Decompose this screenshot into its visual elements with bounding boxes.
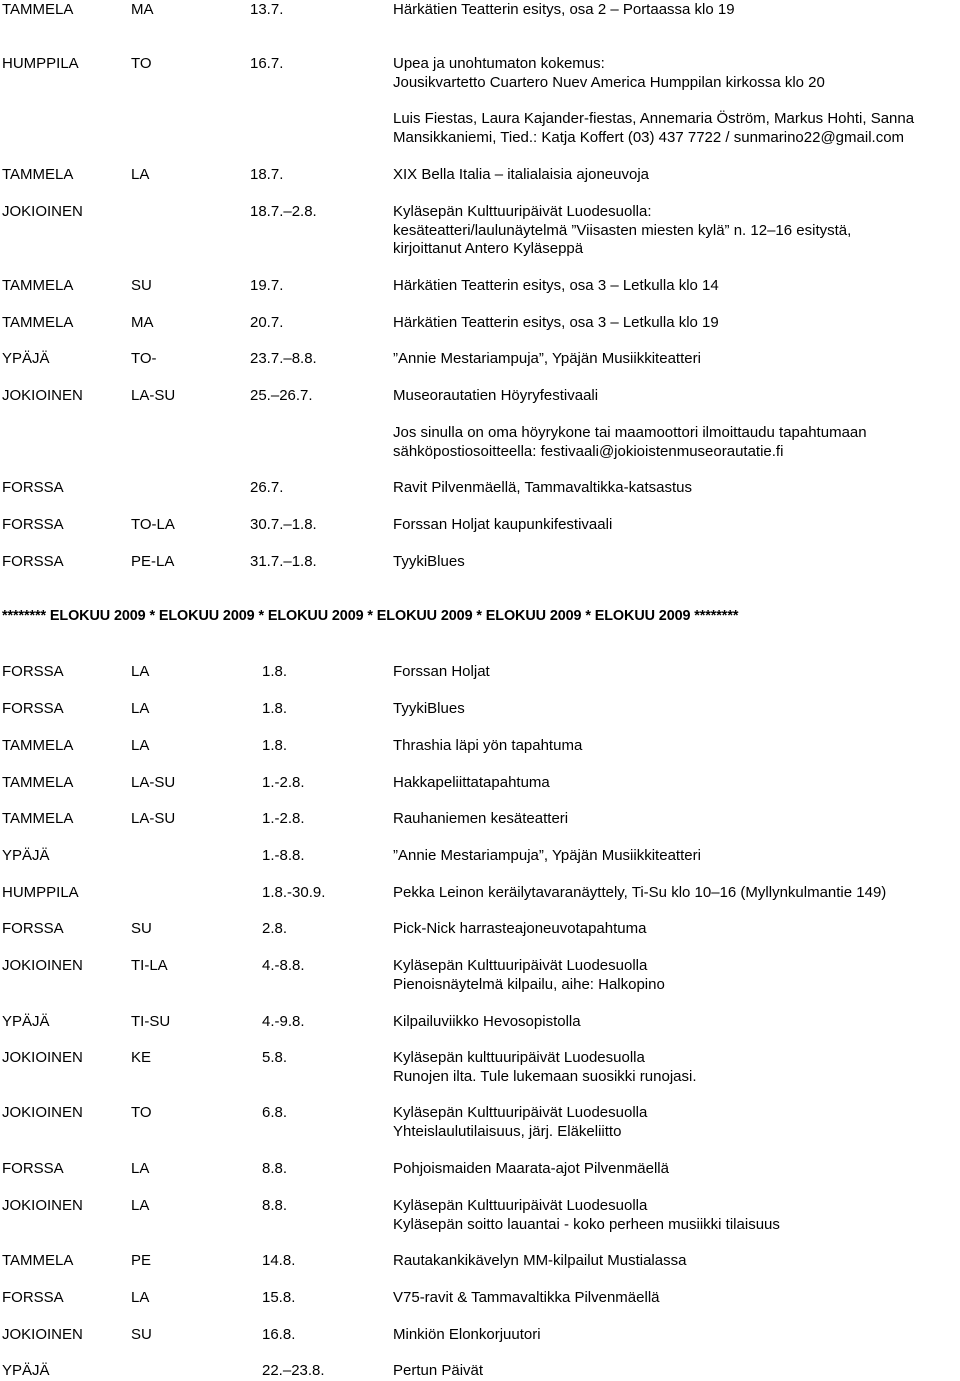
event-date: 16.7.	[250, 55, 284, 72]
event-row	[0, 883, 960, 903]
event-description: Pekka Leinon keräilytavaranäyttely, Ti-Su klo 10–16 (Myllynkulmantie 149)	[393, 884, 887, 901]
event-row	[0, 1048, 960, 1068]
event-place: JOKIOINEN	[2, 1197, 83, 1214]
event-place: TAMMELA	[2, 810, 74, 827]
event-place: TAMMELA	[2, 737, 74, 754]
event-place: TAMMELA	[2, 166, 74, 183]
event-date: 26.7.	[250, 479, 284, 496]
event-place: JOKIOINEN	[2, 387, 83, 404]
event-place: FORSSA	[2, 1160, 64, 1177]
event-row	[0, 478, 960, 498]
event-description: Kyläsepän kulttuuripäivät Luodesuolla	[393, 1049, 645, 1066]
event-weekday: TO-LA	[131, 516, 175, 533]
event-place: FORSSA	[2, 920, 64, 937]
event-row	[0, 202, 960, 222]
event-row	[0, 1361, 960, 1381]
event-row	[0, 0, 960, 20]
event-place: JOKIOINEN	[2, 203, 83, 220]
event-description: Upea ja unohtumaton kokemus:	[393, 55, 605, 72]
event-date: 15.8.	[262, 1289, 296, 1306]
event-row	[0, 1159, 960, 1179]
event-date: 30.7.–1.8.	[250, 516, 317, 533]
event-detail-line: Runojen ilta. Tule lukemaan suosikki runojasi.	[393, 1068, 697, 1085]
event-description: Forssan Holjat kaupunkifestivaali	[393, 516, 613, 533]
event-detail-line: Jos sinulla on oma höyrykone tai maamoottori ilmoittaudu tapahtumaan	[393, 424, 867, 441]
event-detail-line: Jousikvartetto Cuartero Nuev America Humppilan kirkossa klo 20	[393, 74, 825, 91]
event-place: FORSSA	[2, 553, 64, 570]
event-date: 31.7.–1.8.	[250, 553, 317, 570]
event-place: YPÄJÄ	[2, 1362, 50, 1379]
event-row	[0, 349, 960, 369]
event-place: TAMMELA	[2, 774, 74, 791]
event-place: FORSSA	[2, 479, 64, 496]
event-row	[0, 956, 960, 976]
event-place: HUMPPILA	[2, 884, 79, 901]
event-place: FORSSA	[2, 1289, 64, 1306]
event-row	[0, 1251, 960, 1271]
event-detail-line: Pienoisnäytelmä kilpailu, aihe: Halkopino	[393, 976, 665, 993]
event-date: 1.8.	[262, 700, 288, 717]
event-description: Kyläsepän Kulttuuripäivät Luodesuolla	[393, 1104, 648, 1121]
event-detail-line: Kyläsepän soitto lauantai - koko perheen musiikki tilaisuus	[393, 1216, 780, 1233]
event-row	[0, 662, 960, 682]
month-banner-august: ******** ELOKUU 2009 * ELOKUU 2009 * ELOKUU 2009 * ELOKUU 2009 * ELOKUU 2009 * ELOKUU 2009 ********	[2, 608, 739, 624]
event-weekday: LA	[131, 700, 150, 717]
event-date: 19.7.	[250, 277, 284, 294]
event-description: Forssan Holjat	[393, 663, 490, 680]
event-place: TAMMELA	[2, 277, 74, 294]
event-weekday: LA-SU	[131, 810, 176, 827]
event-weekday: TI-LA	[131, 957, 168, 974]
event-description: Thrashia läpi yön tapahtuma	[393, 737, 583, 754]
event-date: 4.-8.8.	[262, 957, 305, 974]
event-detail-line: Luis Fiestas, Laura Kajander-fiestas, Annemaria Öström, Markus Hohti, Sanna	[393, 110, 915, 127]
event-row	[0, 1288, 960, 1308]
event-description: TyykiBlues	[393, 553, 465, 570]
event-description: Pick-Nick harrasteajoneuvotapahtuma	[393, 920, 647, 937]
event-date: 1.8.-30.9.	[262, 884, 326, 901]
event-date: 1.8.	[262, 663, 288, 680]
event-description: V75-ravit & Tammavaltikka Pilvenmäellä	[393, 1289, 660, 1306]
event-row	[0, 736, 960, 756]
event-weekday: KE	[131, 1049, 152, 1066]
event-date: 16.8.	[262, 1326, 296, 1343]
event-row	[0, 809, 960, 829]
event-description: Kyläsepän Kulttuuripäivät Luodesuolla	[393, 1197, 648, 1214]
event-weekday: PE-LA	[131, 553, 175, 570]
event-weekday: MA	[131, 314, 154, 331]
event-row	[0, 386, 960, 406]
event-description: Rauhaniemen kesäteatteri	[393, 810, 569, 827]
event-weekday: LA	[131, 1160, 150, 1177]
event-weekday: TO	[131, 55, 152, 72]
event-description: TyykiBlues	[393, 700, 465, 717]
event-place: YPÄJÄ	[2, 1013, 50, 1030]
event-description: Kilpailuviikko Hevosopistolla	[393, 1013, 581, 1030]
event-weekday: TO-	[131, 350, 157, 367]
event-description: Pohjoismaiden Maarata-ajot Pilvenmäellä	[393, 1160, 669, 1177]
event-place: FORSSA	[2, 700, 64, 717]
event-place: JOKIOINEN	[2, 957, 83, 974]
event-detail-line: Mansikkaniemi, Tied.: Katja Koffert (03) 437 7722 / sunmarino22@gmail.com	[393, 129, 905, 146]
event-weekday: LA	[131, 737, 150, 754]
event-date: 1.-2.8.	[262, 810, 305, 827]
event-row	[0, 1103, 960, 1123]
event-row	[0, 699, 960, 719]
event-weekday: SU	[131, 1326, 152, 1343]
event-row	[0, 773, 960, 793]
event-place: FORSSA	[2, 663, 64, 680]
event-row	[0, 165, 960, 185]
event-weekday: LA-SU	[131, 387, 176, 404]
event-date: 18.7.	[250, 166, 284, 183]
event-place: TAMMELA	[2, 314, 74, 331]
event-date: 8.8.	[262, 1160, 288, 1177]
event-place: HUMPPILA	[2, 55, 79, 72]
event-row	[0, 919, 960, 939]
event-row	[0, 846, 960, 866]
event-description: Kyläsepän Kulttuuripäivät Luodesuolla:	[393, 203, 652, 220]
event-date: 6.8.	[262, 1104, 288, 1121]
event-row	[0, 1196, 960, 1216]
event-weekday: LA	[131, 166, 150, 183]
event-description: Hakkapeliittatapahtuma	[393, 774, 550, 791]
event-weekday: SU	[131, 920, 152, 937]
event-description: Härkätien Teatterin esitys, osa 3 – Letkulla klo 14	[393, 277, 719, 294]
event-place: JOKIOINEN	[2, 1104, 83, 1121]
event-row	[0, 1325, 960, 1345]
event-weekday: LA	[131, 1197, 150, 1214]
event-place: YPÄJÄ	[2, 350, 50, 367]
event-date: 13.7.	[250, 1, 284, 18]
event-description: ”Annie Mestariampuja”, Ypäjän Musiikkiteatteri	[393, 847, 701, 864]
event-date: 8.8.	[262, 1197, 288, 1214]
event-weekday: TO	[131, 1104, 152, 1121]
event-row	[0, 515, 960, 535]
event-date: 20.7.	[250, 314, 284, 331]
event-row	[0, 276, 960, 296]
event-weekday: LA-SU	[131, 774, 176, 791]
event-row	[0, 1012, 960, 1032]
event-date: 25.–26.7.	[250, 387, 313, 404]
event-description: Pertun Päivät	[393, 1362, 484, 1379]
event-place: YPÄJÄ	[2, 847, 50, 864]
event-date: 1.-8.8.	[262, 847, 305, 864]
event-date: 1.8.	[262, 737, 288, 754]
event-detail-line: sähköpostiosoitteella: festivaali@jokioistenmuseorautatie.fi	[393, 443, 784, 460]
event-weekday: MA	[131, 1, 154, 18]
event-description: ”Annie Mestariampuja”, Ypäjän Musiikkiteatteri	[393, 350, 701, 367]
event-date: 5.8.	[262, 1049, 288, 1066]
event-date: 23.7.–8.8.	[250, 350, 317, 367]
event-place: FORSSA	[2, 516, 64, 533]
event-row	[0, 552, 960, 572]
event-place: JOKIOINEN	[2, 1049, 83, 1066]
event-description: Minkiön Elonkorjuutori	[393, 1326, 541, 1343]
event-row	[0, 54, 960, 74]
event-date: 22.–23.8.	[262, 1362, 325, 1379]
event-detail-line: kesäteatteri/laulunäytelmä ”Viisasten miesten kylä” n. 12–16 esitystä,	[393, 222, 852, 239]
event-detail-line: kirjoittanut Antero Kyläseppä	[393, 240, 584, 257]
event-place: TAMMELA	[2, 1252, 74, 1269]
event-description: XIX Bella Italia – italialaisia ajoneuvoja	[393, 166, 649, 183]
event-description: Ravit Pilvenmäellä, Tammavaltikka-katsastus	[393, 479, 692, 496]
event-date: 1.-2.8.	[262, 774, 305, 791]
event-description: Härkätien Teatterin esitys, osa 3 – Letkulla klo 19	[393, 314, 719, 331]
event-date: 14.8.	[262, 1252, 296, 1269]
event-weekday: SU	[131, 277, 152, 294]
event-detail-line: Yhteislaulutilaisuus, järj. Eläkeliitto	[393, 1123, 622, 1140]
event-date: 4.-9.8.	[262, 1013, 305, 1030]
event-description: Kyläsepän Kulttuuripäivät Luodesuolla	[393, 957, 648, 974]
event-row	[0, 313, 960, 333]
event-date: 18.7.–2.8.	[250, 203, 317, 220]
event-place: TAMMELA	[2, 1, 74, 18]
event-weekday: TI-SU	[131, 1013, 171, 1030]
event-description: Museorautatien Höyryfestivaali	[393, 387, 599, 404]
event-weekday: PE	[131, 1252, 152, 1269]
event-weekday: LA	[131, 663, 150, 680]
event-description: Härkätien Teatterin esitys, osa 2 – Portaassa klo 19	[393, 1, 735, 18]
event-date: 2.8.	[262, 920, 288, 937]
event-description: Rautakankikävelyn MM-kilpailut Mustialassa	[393, 1252, 687, 1269]
event-weekday: LA	[131, 1289, 150, 1306]
event-place: JOKIOINEN	[2, 1326, 83, 1343]
